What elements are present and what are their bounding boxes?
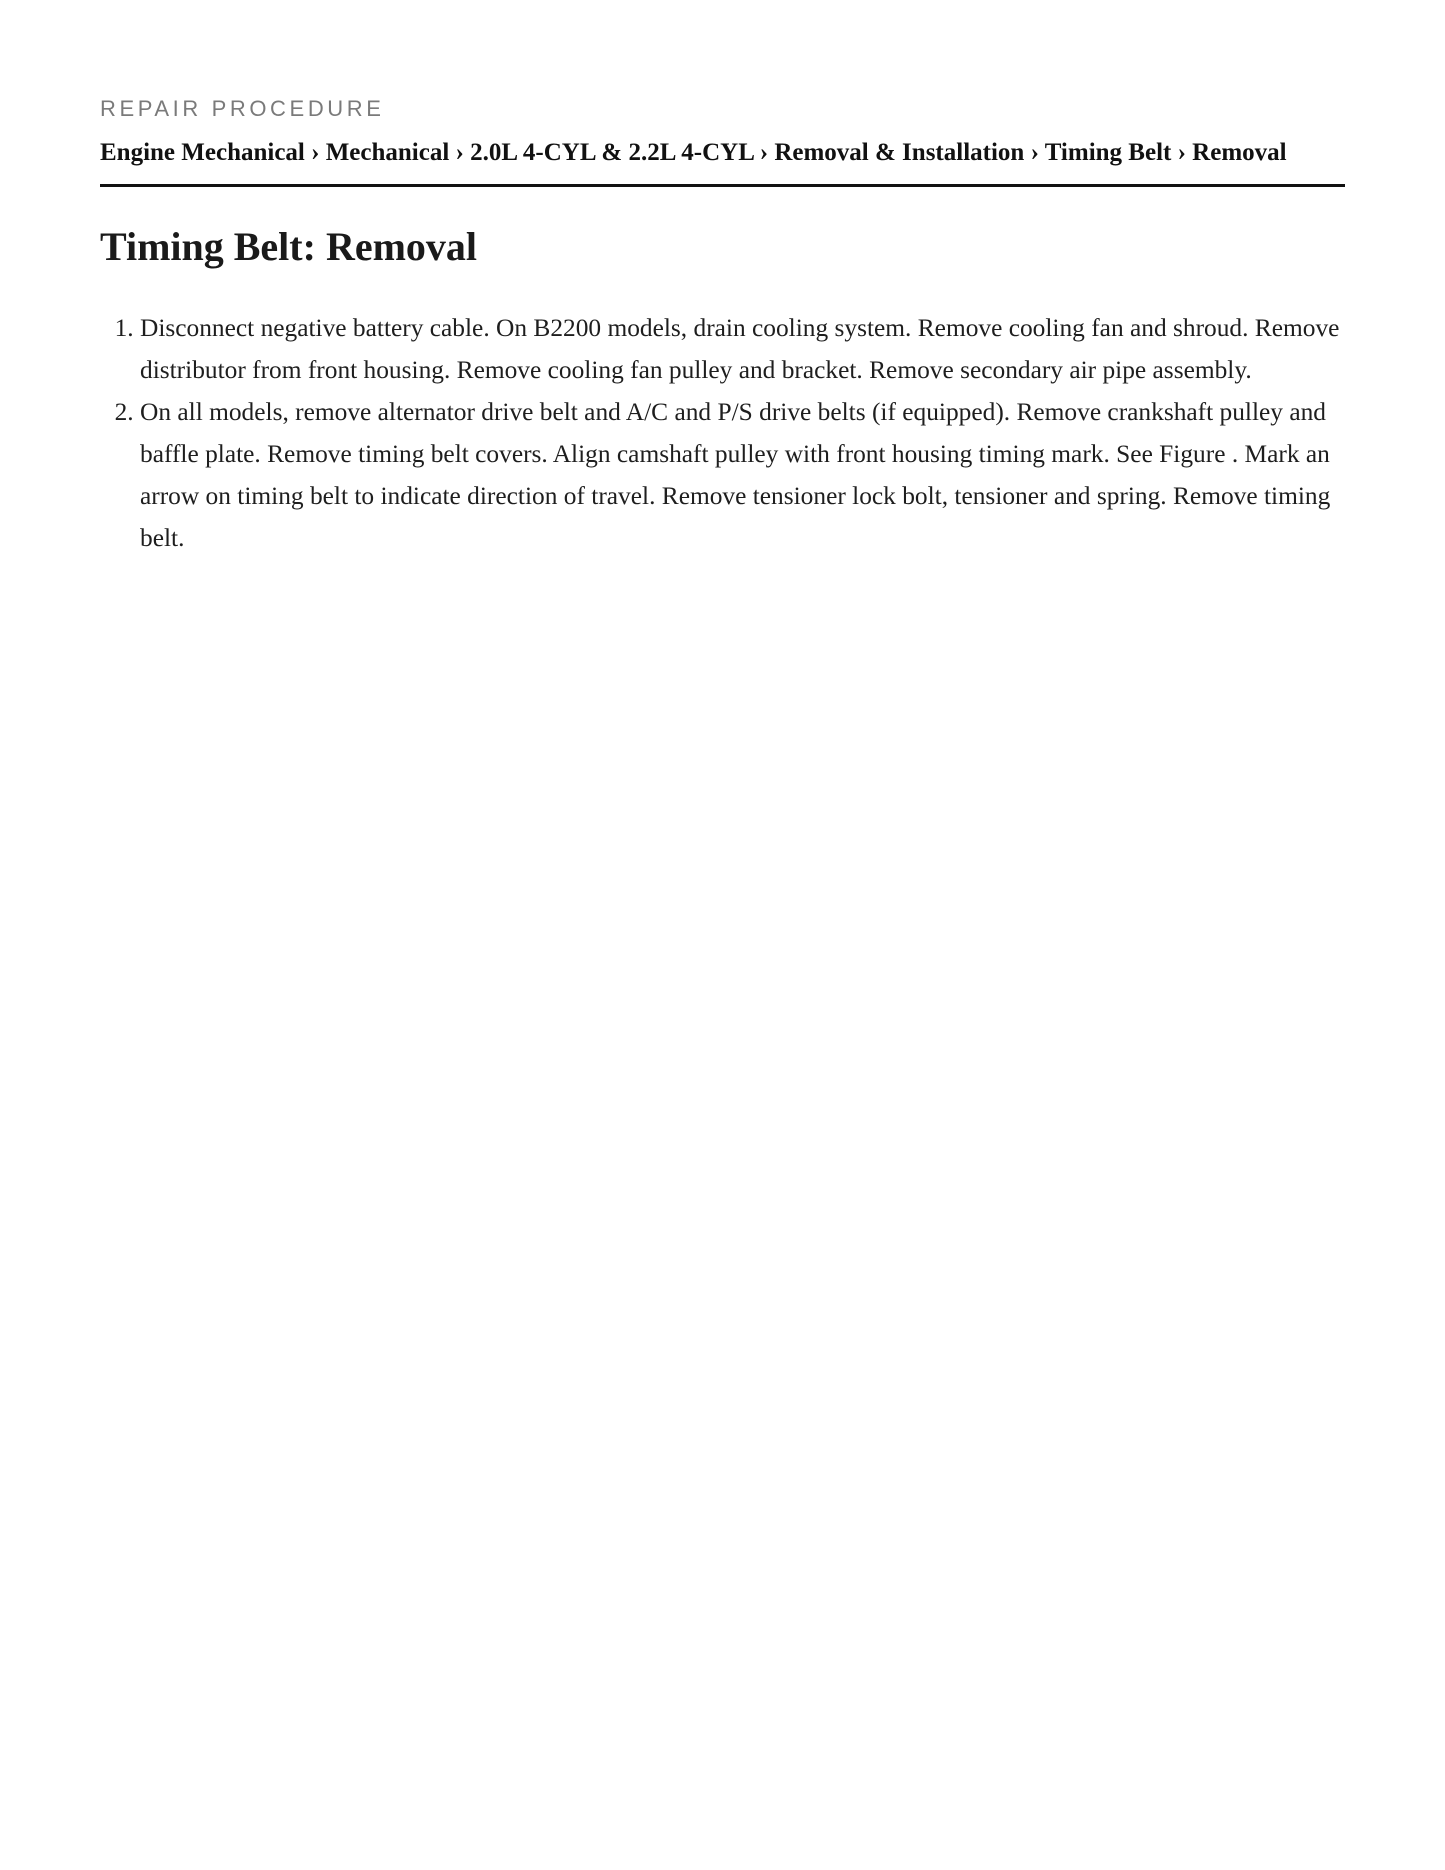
- breadcrumb-separator: ›: [311, 139, 320, 166]
- page-title: Timing Belt: Removal: [100, 224, 478, 269]
- breadcrumb-item-engine-mechanical[interactable]: Engine Mechanical: [100, 139, 305, 166]
- breadcrumb-item-engine-variant[interactable]: 2.0L 4-CYL & 2.2L 4-CYL: [470, 139, 754, 166]
- procedure-step: 1. Disconnect negative battery cable. On B2200 models, drain cooling system. Remove cooling fan and shroud. Remove distributor from front housing. Remove cooling fan pulley and bracket. Remove secondary air pipe assembly.: [140, 307, 1345, 391]
- procedure-steps: [100, 307, 1345, 559]
- breadcrumb-separator: ›: [759, 139, 769, 166]
- procedure-step: 2. On all models, remove alternator drive belt and A/C and P/S drive belts (if equipped). Remove crankshaft pulley and baffle plate. Remove timing belt covers. Align camshaft pulley with front housing timing mark. See Figure . Mark an arrow on timing belt to indicate direction of travel. Remove tensioner lock bolt, tensioner and spring. Remove timing belt.: [140, 391, 1345, 559]
- document-page: [100, 0, 1345, 559]
- breadcrumb-item-mechanical[interactable]: Mechanical: [325, 139, 450, 166]
- header-divider: [100, 184, 1345, 187]
- section-kicker: REPAIR PROCEDURE: [100, 96, 385, 121]
- breadcrumb-separator: ›: [1030, 139, 1039, 166]
- breadcrumb-separator: ›: [1177, 139, 1186, 166]
- breadcrumb-item-current-removal: Removal: [1192, 139, 1287, 166]
- breadcrumb-item-timing-belt[interactable]: Timing Belt: [1044, 139, 1172, 166]
- breadcrumb-item-removal-installation[interactable]: Removal & Installation: [774, 139, 1025, 166]
- breadcrumb: [100, 136, 1345, 170]
- breadcrumb-separator: ›: [455, 139, 464, 166]
